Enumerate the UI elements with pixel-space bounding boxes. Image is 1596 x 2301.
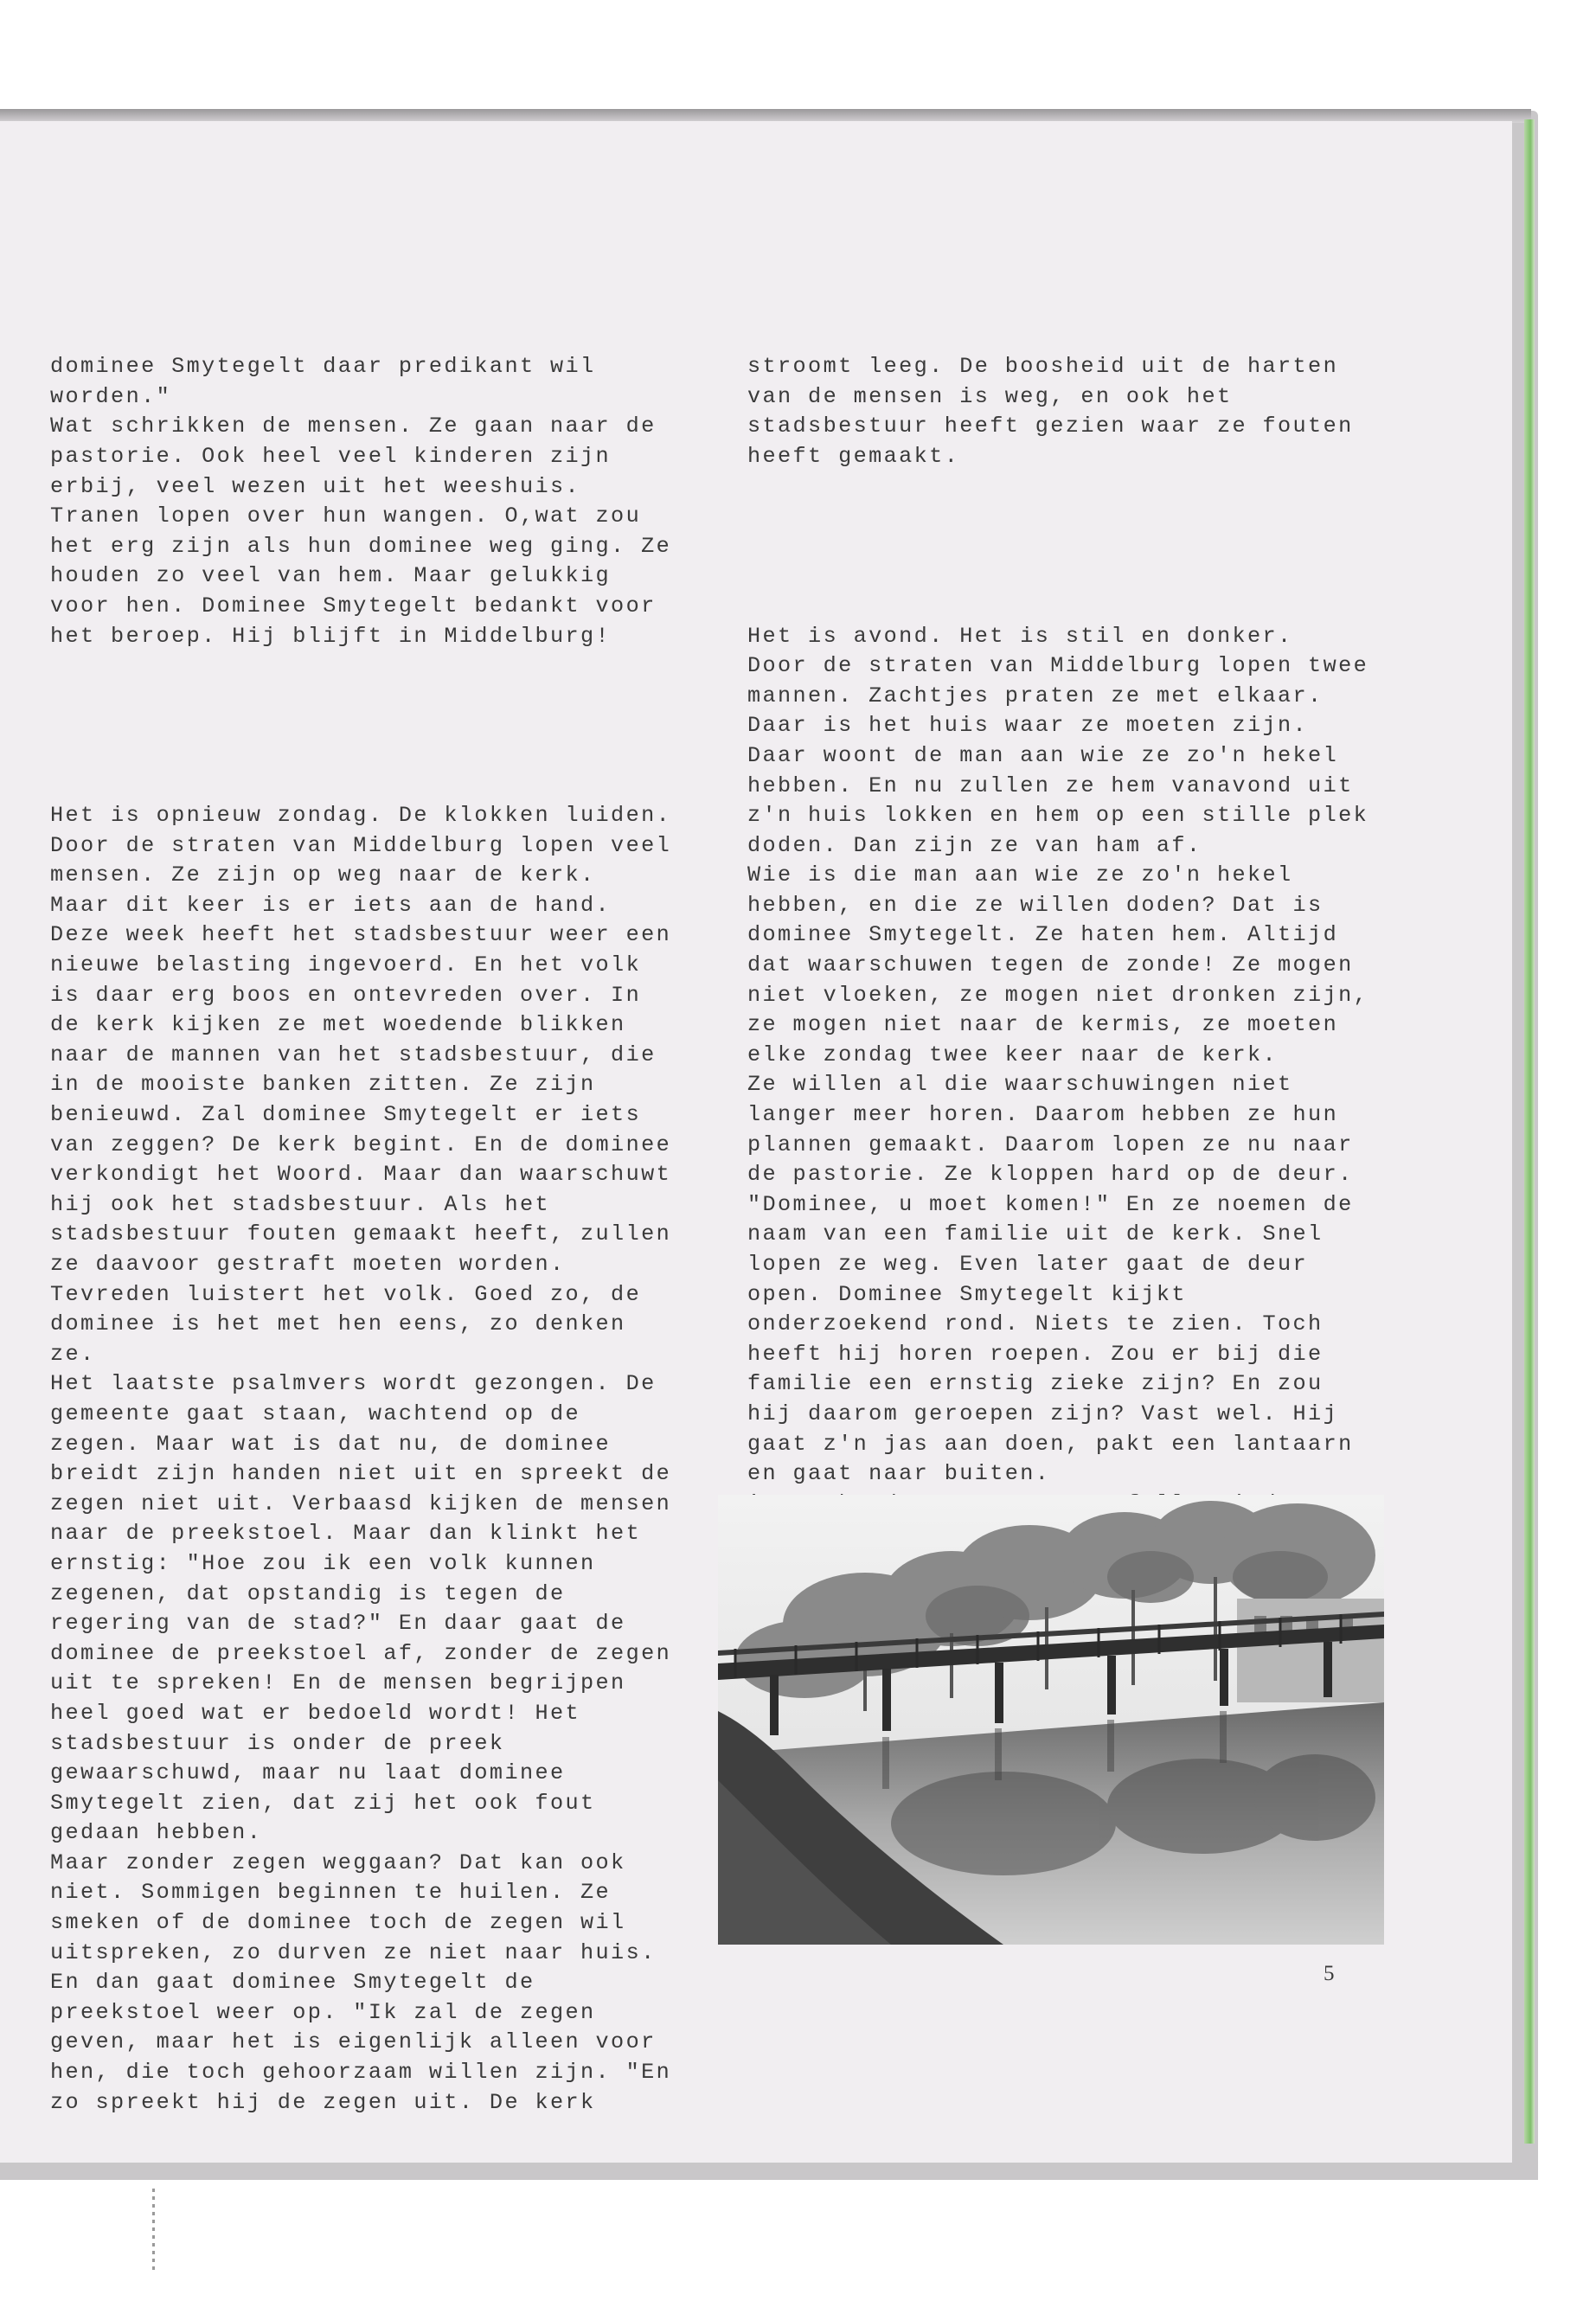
text-line: stadsbestuur is onder de preek xyxy=(50,1730,505,1756)
text-line: mensen. Ze zijn op weg naar de kerk. xyxy=(50,862,596,888)
text-line: dominee Smytegelt. Ze haten hem. Altijd xyxy=(747,922,1339,948)
text-line: nieuwe belasting ingevoerd. En het volk xyxy=(50,952,642,978)
text-line: dominee de preekstoel af, zonder de zegen xyxy=(50,1640,672,1666)
text-line: naar de mannen van het stadsbestuur, die xyxy=(50,1042,657,1067)
text-line: plannen gemaakt. Daarom lopen ze nu naar xyxy=(747,1131,1354,1157)
text-line: van zeggen? De kerk begint. En de dominee xyxy=(50,1131,672,1157)
text-line: heeft gemaakt. xyxy=(747,443,960,469)
text-line: Door de straten van Middelburg lopen veel xyxy=(50,832,672,858)
text-line: en gaat naar buiten. xyxy=(747,1461,1051,1487)
text-line: breidt zijn handen niet uit en spreekt de xyxy=(50,1461,672,1487)
page-number: 5 xyxy=(1324,1962,1335,1985)
text-line: uit te spreken! En de mensen begrijpen xyxy=(50,1670,626,1696)
canal-bridge-illustration xyxy=(718,1495,1384,1945)
text-line: doden. Dan zijn ze van ham af. xyxy=(747,832,1202,858)
text-line: Het is avond. Het is stil en donker. xyxy=(747,623,1293,649)
left-text-column xyxy=(50,292,671,2148)
text-line: Maar dit keer is er iets aan de hand. xyxy=(50,892,612,918)
text-line: gedaan hebben. xyxy=(50,1820,263,1846)
scan-mark xyxy=(152,2189,155,2271)
text-line: gaat z'n jas aan doen, pakt een lantaarn xyxy=(747,1431,1354,1457)
text-line: hen, die toch gehoorzaam willen zijn. "En xyxy=(50,2060,672,2086)
paragraph-gap xyxy=(50,711,671,741)
text-line: Daar is het huis waar ze moeten zijn. xyxy=(747,713,1309,739)
text-line: zegen. Maar wat is dat nu, de dominee xyxy=(50,1431,612,1457)
text-line: gemeente gaat staan, wachtend op de xyxy=(50,1400,581,1426)
text-line: de kerk kijken ze met woedende blikken xyxy=(50,1012,626,1038)
text-line: "Dominee, u moet komen!" En ze noemen de xyxy=(747,1191,1354,1217)
text-line: van de mensen is weg, en ook het xyxy=(747,383,1233,409)
text-line: mannen. Zachtjes praten ze met elkaar. xyxy=(747,683,1324,708)
text-line: Door de straten van Middelburg lopen twee xyxy=(747,653,1369,679)
text-line: hebben, en die ze willen doden? Dat is xyxy=(747,892,1324,918)
text-line: Smytegelt zien, dat zij het ook fout xyxy=(50,1790,596,1816)
text-line: zegen niet uit. Verbaasd kijken de mensen xyxy=(50,1490,672,1516)
text-line: pastorie. Ook heel veel kinderen zijn xyxy=(50,443,612,469)
text-line: Het laatste psalmvers wordt gezongen. De xyxy=(50,1371,657,1397)
text-line: stadsbestuur heeft gezien waar ze fouten xyxy=(747,413,1354,439)
text-line: Het is opnieuw zondag. De klokken luiden. xyxy=(50,803,672,829)
text-line: smeken of de dominee toch de zegen wil xyxy=(50,1910,626,1936)
text-line: Wie is die man aan wie ze zo'n hekel xyxy=(747,862,1293,888)
text-line: is daar erg boos en ontevreden over. In xyxy=(50,982,642,1008)
text-line: hebben. En nu zullen ze hem vanavond uit xyxy=(747,772,1354,798)
text-line: langer meer horen. Daarom hebben ze hun xyxy=(747,1102,1339,1128)
text-line: ze mogen niet naar de kermis, ze moeten xyxy=(747,1012,1339,1038)
text-line: naar de preekstoel. Maar dan klinkt het xyxy=(50,1521,642,1547)
text-line: Ze willen al die waarschuwingen niet xyxy=(747,1072,1293,1098)
text-line: stroomt leeg. De boosheid uit de harten xyxy=(747,354,1339,380)
text-line: niet vloeken, ze mogen niet dronken zijn, xyxy=(747,982,1369,1008)
text-line: En dan gaat dominee Smytegelt de xyxy=(50,1970,535,1996)
text-line: ze daavoor gestraft moeten worden. xyxy=(50,1252,566,1277)
text-line: de pastorie. Ze kloppen hard op de deur. xyxy=(747,1162,1354,1188)
text-line: elke zondag twee keer naar de kerk. xyxy=(747,1042,1279,1067)
text-line: in de mooiste banken zitten. Ze zijn xyxy=(50,1072,596,1098)
text-line: niet. Sommigen beginnen te huilen. Ze xyxy=(50,1880,612,1906)
text-line: verkondigt het Woord. Maar dan waarschuwt xyxy=(50,1162,672,1188)
paragraph-gap xyxy=(747,532,1368,562)
text-line: ze. xyxy=(50,1341,96,1367)
text-line: stadsbestuur fouten gemaakt heeft, zullen xyxy=(50,1221,672,1247)
text-line: lopen ze weg. Even later gaat de deur xyxy=(747,1252,1309,1277)
text-line: zegenen, dat opstandig is tegen de xyxy=(50,1580,566,1606)
book-cover-edge xyxy=(1524,119,1535,2144)
text-line: houden zo veel van hem. Maar gelukkig xyxy=(50,563,612,589)
text-line: Wat schrikken de mensen. Ze gaan naar de xyxy=(50,413,657,439)
text-line: dominee Smytegelt daar predikant wil xyxy=(50,354,596,380)
right-text-column xyxy=(747,292,1368,1609)
text-line: Tevreden luistert het volk. Goed zo, de xyxy=(50,1281,642,1307)
text-line: Maar zonder zegen weggaan? Dat kan ook xyxy=(50,1849,626,1875)
canal-bridge-photo xyxy=(718,1495,1384,1945)
text-line: worden." xyxy=(50,383,172,409)
text-line: het erg zijn als hun dominee weg ging. Ze xyxy=(50,533,672,559)
text-line: dat waarschuwen tegen de zonde! Ze mogen xyxy=(747,952,1354,978)
text-line: uitspreken, zo durven ze niet naar huis. xyxy=(50,1939,657,1965)
text-line: open. Dominee Smytegelt kijkt xyxy=(747,1281,1187,1307)
text-line: Deze week heeft het stadsbestuur weer een xyxy=(50,922,672,948)
text-line: regering van de stad?" En daar gaat de xyxy=(50,1611,626,1637)
text-line: ernstig: "Hoe zou ik een volk kunnen xyxy=(50,1550,596,1576)
text-line: hij daarom geroepen zijn? Vast wel. Hij xyxy=(747,1400,1339,1426)
text-line: heeft hij horen roepen. Zou er bij die xyxy=(747,1341,1324,1367)
text-line: benieuwd. Zal dominee Smytegelt er iets xyxy=(50,1102,642,1128)
text-line: heel goed wat er bedoeld wordt! Het xyxy=(50,1700,581,1726)
text-line: z'n huis lokken en hem op een stille plek xyxy=(747,803,1369,829)
text-line: familie een ernstig zieke zijn? En zou xyxy=(747,1371,1324,1397)
paragraph xyxy=(50,801,671,2118)
text-line: Tranen lopen over hun wangen. O,wat zou xyxy=(50,503,642,529)
paragraph xyxy=(747,622,1368,1580)
text-line: Daar woont de man aan wie ze zo'n hekel xyxy=(747,742,1339,768)
text-line: dominee is het met hen eens, zo denken xyxy=(50,1311,626,1337)
text-line: hij ook het stadsbestuur. Als het xyxy=(50,1191,550,1217)
text-line: het beroep. Hij blijft in Middelburg! xyxy=(50,623,612,649)
text-line: onderzoekend rond. Niets te zien. Toch xyxy=(747,1311,1324,1337)
text-line: naam van een familie uit de kerk. Snel xyxy=(747,1221,1324,1247)
paragraph xyxy=(747,352,1368,471)
text-line: gewaarschuwd, maar nu laat dominee xyxy=(50,1760,566,1786)
text-line: zo spreekt hij de zegen uit. De kerk xyxy=(50,2089,596,2115)
paragraph xyxy=(50,352,671,651)
text-line: geven, maar het is eigenlijk alleen voor xyxy=(50,2029,657,2055)
text-line: erbij, veel wezen uit het weeshuis. xyxy=(50,473,581,499)
text-line: voor hen. Dominee Smytegelt bedankt voor xyxy=(50,593,657,619)
text-line: preekstoel weer op. "Ik zal de zegen xyxy=(50,1999,596,2025)
